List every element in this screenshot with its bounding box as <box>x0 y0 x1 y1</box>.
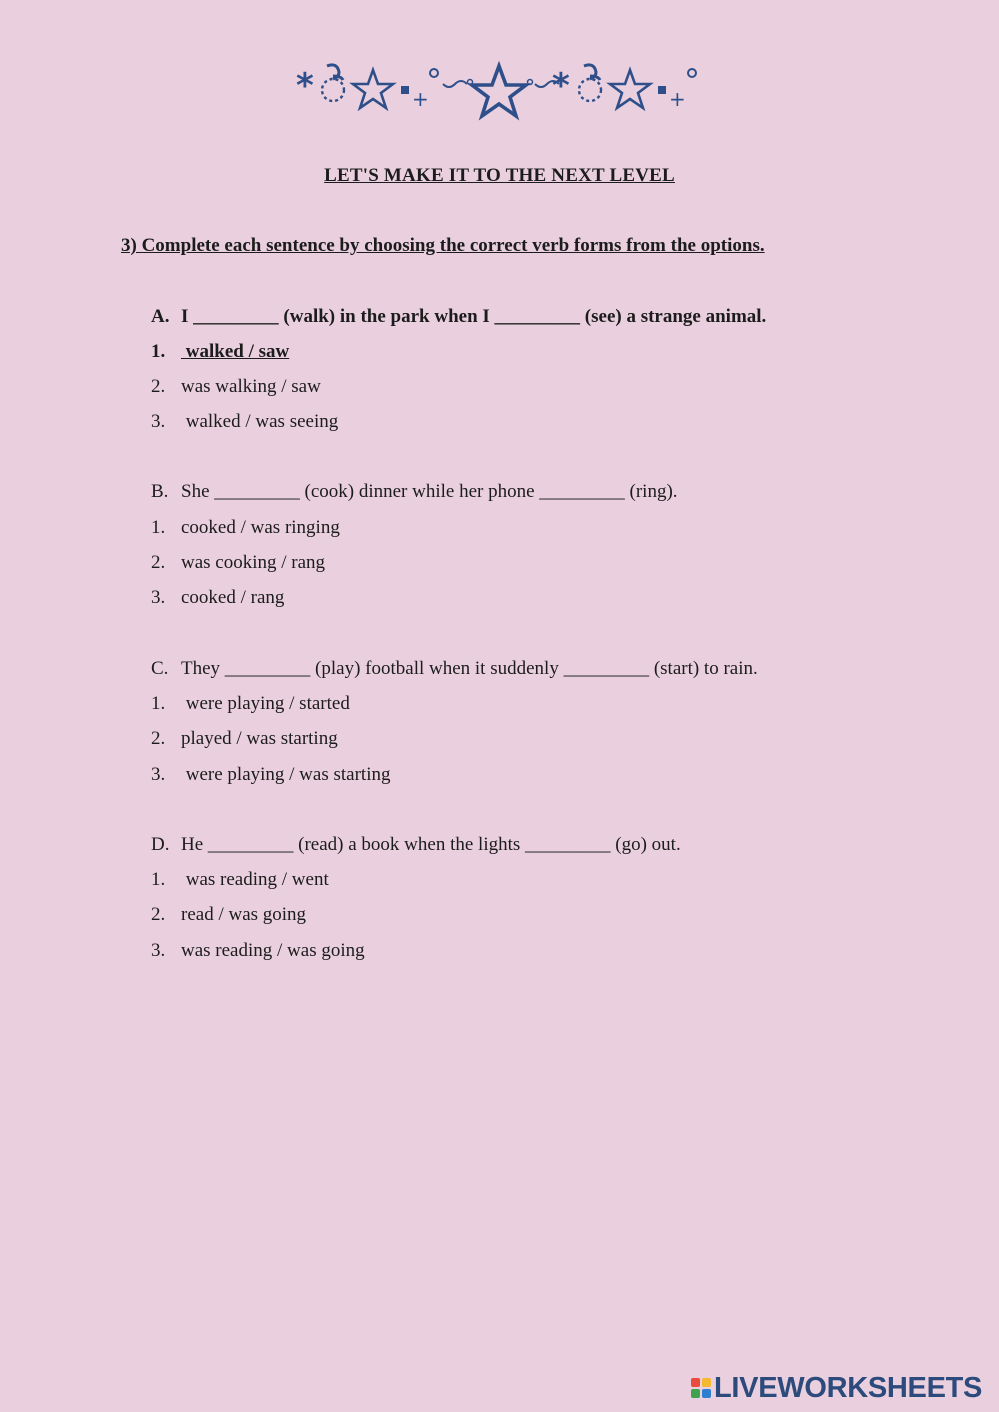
option-text: read / was going <box>181 904 307 925</box>
option-d-1[interactable] <box>151 869 329 891</box>
option-b-1[interactable] <box>151 517 340 539</box>
question-text: He _________ (read) a book when the lights _________ (go) out. <box>181 834 681 855</box>
option-number: 2. <box>151 904 166 925</box>
question-letter: B. <box>151 481 169 502</box>
option-c-2[interactable] <box>151 728 338 750</box>
option-number: 2. <box>151 376 166 397</box>
logo-text: LIVEWORKSHEETS <box>714 1371 983 1404</box>
option-text: were playing / was starting <box>181 764 391 785</box>
option-text: was cooking / rang <box>181 552 326 573</box>
option-a-2[interactable] <box>151 376 321 398</box>
star-decoration <box>0 52 999 122</box>
option-number: 3. <box>151 587 166 608</box>
svg-text:+: + <box>669 87 686 111</box>
option-text: were playing / started <box>181 693 350 714</box>
worksheet-title: LET'S MAKE IT TO THE NEXT LEVEL <box>324 165 675 186</box>
option-text: was reading / went <box>181 869 329 890</box>
question-d <box>151 834 681 856</box>
option-number: 2. <box>151 728 166 749</box>
option-d-3[interactable] <box>151 940 365 962</box>
question-letter: A. <box>151 306 170 327</box>
option-b-3[interactable] <box>151 587 284 609</box>
option-text: walked / saw <box>181 341 290 362</box>
logo-icon <box>691 1378 711 1398</box>
liveworksheets-logo[interactable] <box>691 1371 982 1405</box>
exercise-instruction: 3) Complete each sentence by choosing the correct verb forms from the options. <box>121 235 765 256</box>
question-a <box>151 306 766 328</box>
question-b <box>151 481 678 503</box>
option-a-3[interactable] <box>151 411 338 433</box>
question-letter: D. <box>151 834 170 855</box>
option-b-2[interactable] <box>151 552 325 574</box>
option-number: 1. <box>151 693 166 714</box>
option-number: 1. <box>151 517 166 538</box>
question-text: They _________ (play) football when it suddenly _________ (start) to rain. <box>181 658 758 679</box>
option-text: was reading / was going <box>181 940 365 961</box>
option-d-2[interactable] <box>151 904 306 926</box>
option-number: 1. <box>151 341 166 362</box>
option-text: walked / was seeing <box>181 411 339 432</box>
option-a-1[interactable] <box>151 341 289 363</box>
option-text: was walking / saw <box>181 376 321 397</box>
option-text: played / was starting <box>181 728 338 749</box>
question-text: She _________ (cook) dinner while her phone _________ (ring). <box>181 481 678 502</box>
svg-text:+: + <box>412 87 429 111</box>
question-letter: C. <box>151 658 169 679</box>
option-number: 2. <box>151 552 166 573</box>
option-number: 3. <box>151 764 166 785</box>
option-c-1[interactable] <box>151 693 350 715</box>
option-text: cooked / was ringing <box>181 517 340 538</box>
option-c-3[interactable] <box>151 764 390 786</box>
option-text: cooked / rang <box>181 587 285 608</box>
option-number: 1. <box>151 869 166 890</box>
svg-text:*: * <box>296 66 314 106</box>
question-c <box>151 658 758 680</box>
svg-text:*: * <box>552 66 570 106</box>
option-number: 3. <box>151 940 166 961</box>
question-text: I _________ (walk) in the park when I _________ (see) a strange animal. <box>181 306 767 327</box>
option-number: 3. <box>151 411 166 432</box>
